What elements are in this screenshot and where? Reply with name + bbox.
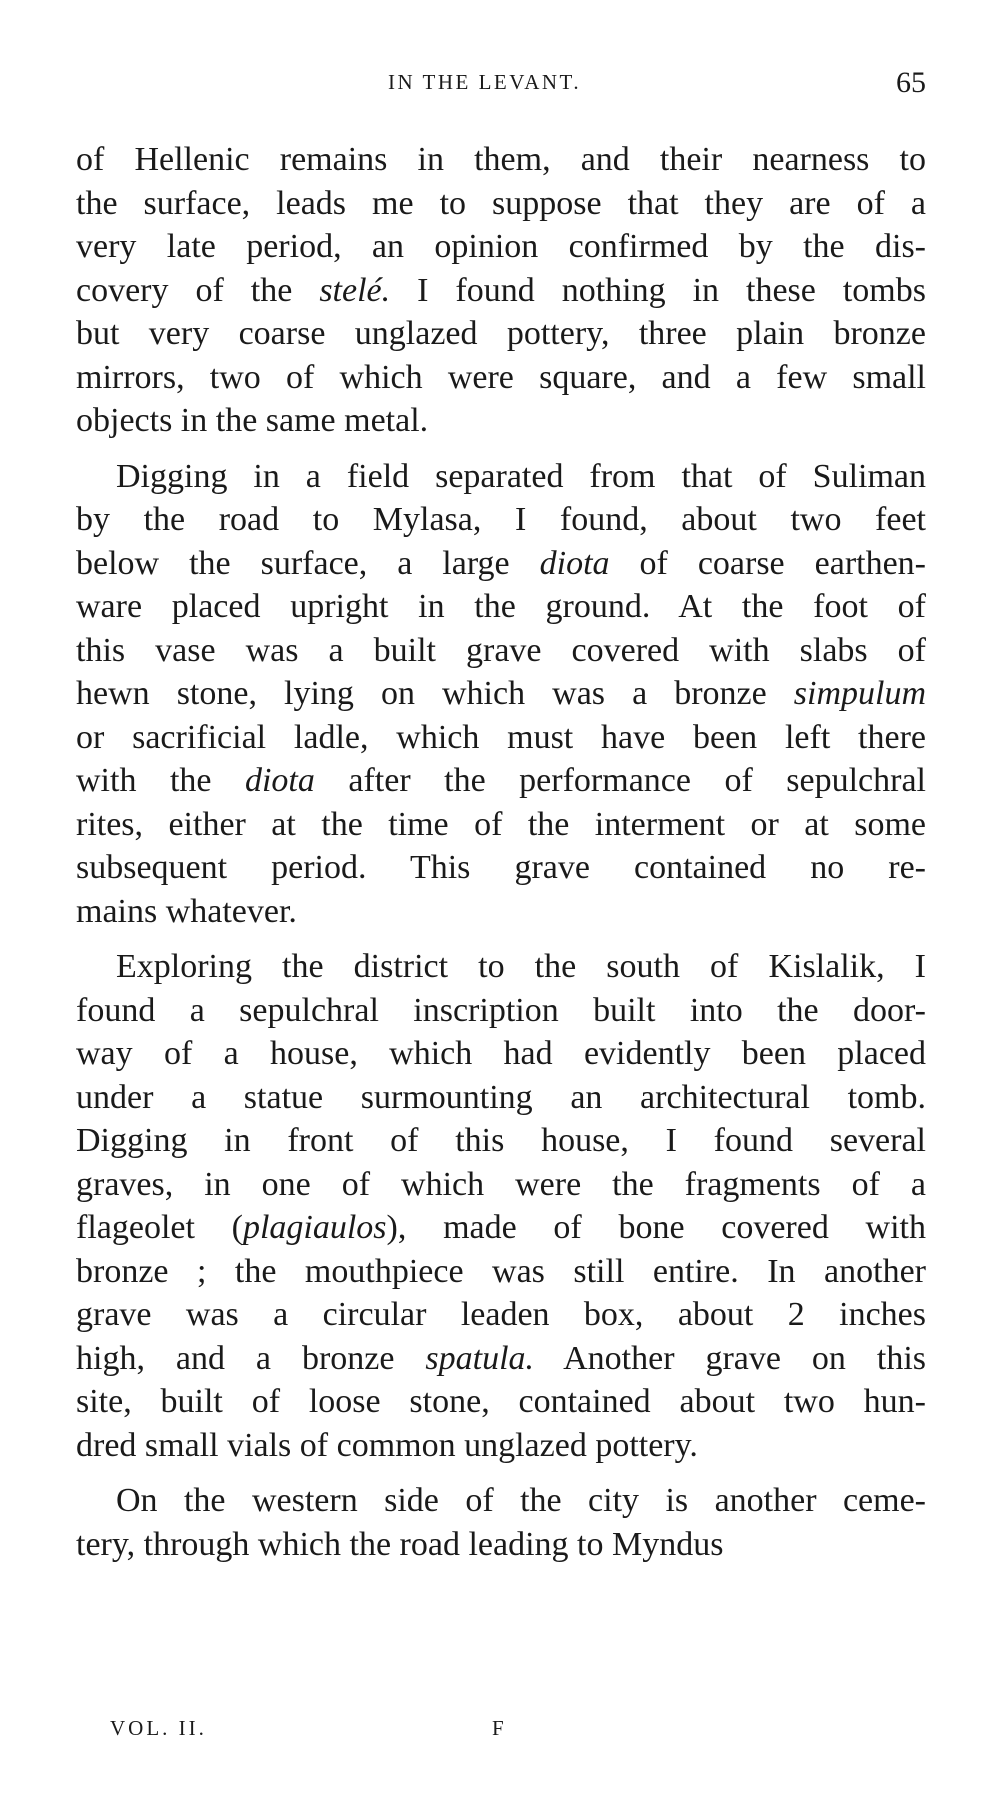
text-line: Digging in front of this house, I found several <box>76 1122 926 1159</box>
text-line: hewn stone, lying on which was a bronze simpulum <box>76 675 926 712</box>
text-line: or sacrificial ladle, which must have been left there <box>76 718 926 756</box>
italic-term: spatula. <box>425 1339 535 1377</box>
text-line: graves, in one of which were the fragments of a <box>76 1165 926 1203</box>
text-line: mirrors, two of which were square, and a few small <box>76 358 926 396</box>
text-line: tery, through which the road leading to Myndus <box>76 1525 724 1563</box>
text-line: subsequent period. This grave contained no re- <box>76 849 926 886</box>
text-line: by the road to Mylasa, I found, about two feet <box>76 501 926 538</box>
text-line: found a sepulchral inscription built into the door- <box>76 991 926 1029</box>
body-text <box>76 138 926 1566</box>
text-line: objects in the same metal. <box>76 402 429 439</box>
running-title: IN THE LEVANT. <box>388 70 582 94</box>
paragraph <box>76 138 926 443</box>
text-line: mains whatever. <box>76 892 297 930</box>
text-line: under a statue surmounting an architectural tomb. <box>76 1078 926 1116</box>
signature-mark: VOL. II. <box>110 1716 207 1740</box>
text-line: very late period, an opinion confirmed by the dis- <box>76 228 926 265</box>
text-line: ware placed upright in the ground. At the foot of <box>76 588 926 625</box>
italic-term: diota <box>539 544 610 582</box>
text-line: On the western side of the city is another ceme- <box>116 1482 926 1519</box>
italic-term: plagiaulos <box>242 1209 387 1246</box>
text-line: way of a house, which had evidently been placed <box>76 1035 926 1072</box>
text-line: Digging in a field separated from that of Suliman <box>116 457 926 495</box>
text-line: below the surface, a large diota of coarse earthen- <box>76 544 926 582</box>
text-line: of Hellenic remains in them, and their nearness to <box>76 141 926 178</box>
italic-term: stelé. <box>319 271 391 309</box>
text-line: this vase was a built grave covered with slabs of <box>76 631 926 669</box>
text-line: dred small vials of common unglazed pottery. <box>76 1426 698 1464</box>
text-line: the surface, leads me to suppose that they are of a <box>76 184 926 222</box>
text-line: site, built of loose stone, contained about two hun- <box>76 1383 926 1420</box>
paragraph <box>76 1479 926 1566</box>
italic-term: simpulum <box>793 675 926 712</box>
page-number: 65 <box>896 66 926 99</box>
text-line: flageolet (plagiaulos), made of bone covered with <box>76 1209 926 1246</box>
text-line: grave was a circular leaden box, about 2 inches <box>76 1296 926 1333</box>
text-line: bronze ; the mouthpiece was still entire. In another <box>76 1252 926 1290</box>
paragraph <box>76 945 926 1467</box>
text-line: rites, either at the time of the interment or at some <box>76 805 926 843</box>
gathering-mark: F <box>492 1716 504 1740</box>
text-line: with the diota after the performance of sepulchral <box>76 762 926 799</box>
text-line: but very coarse unglazed pottery, three plain bronze <box>76 315 926 352</box>
text-line: high, and a bronze spatula. Another grave on this <box>76 1339 926 1377</box>
paragraph <box>76 455 926 934</box>
text-line: Exploring the district to the south of Kislalik, I <box>116 948 926 985</box>
italic-term: diota <box>244 762 315 799</box>
text-line: covery of the stelé. I found nothing in these tombs <box>76 271 926 309</box>
